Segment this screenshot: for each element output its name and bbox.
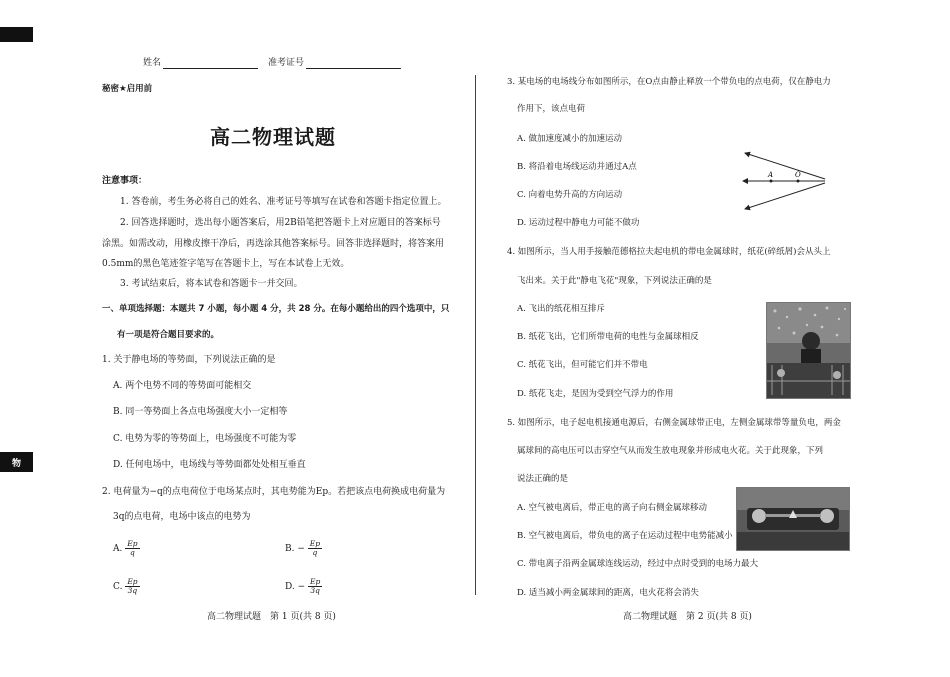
q2-a-label: A.	[113, 544, 123, 554]
name-blank	[163, 59, 258, 69]
q1-option-b: B. 同一等势面上各点电场强度大小一定相等	[113, 407, 288, 417]
q4-option-d: D. 纸花飞走，是因为受到空气浮力的作用	[517, 389, 674, 399]
footer-right: 高二物理试题 第 2 页(共 8 页)	[623, 612, 752, 622]
q5-option-d: D. 适当减小两金属球间的距离，电火花将会消失	[517, 588, 699, 598]
electrostatic-machine-photo	[736, 487, 850, 551]
q2-a-den: q	[129, 548, 135, 557]
q2-option-b	[285, 540, 322, 557]
point-o-dot	[797, 180, 800, 183]
section-heading-line-2: 有一项是符合题目要求的。	[117, 330, 220, 340]
q1-option-d: D. 任何电场中，电场线与等势面都处处相互垂直	[113, 460, 306, 470]
notice-line-2a: 2. 回答选择题时，选出每小题答案后，用2B铅笔把答题卡上对应题目的答案标号	[120, 218, 441, 228]
page-divider	[475, 75, 476, 595]
q1-stem: 1. 关于静电场的等势面，下列说法正确的是	[102, 355, 276, 365]
q3-option-c: C. 向着电势升高的方向运动	[517, 190, 623, 200]
q3-option-b: B. 将沿着电场线运动并通过A点	[517, 162, 637, 172]
q5-stem-2: 属球间的高电压可以击穿空气从而发生放电现象并形成电火花。关于此现象，下列	[517, 446, 824, 456]
subject-side-tab: 物	[0, 452, 33, 472]
q2-d-den: 3q	[310, 586, 320, 595]
q4-option-c: C. 纸花飞出，但可能它们并不带电	[517, 360, 648, 370]
q2-d-label: D. −	[285, 582, 306, 592]
q2-stem-2: 3q的点电荷，电场中该点的电势为	[113, 512, 251, 522]
field-line-lower	[745, 183, 825, 209]
q4-stem-2: 飞出来。关于此"静电飞花"现象，下列说法正确的是	[517, 276, 712, 286]
q2-option-a	[113, 540, 140, 557]
q2-b-fraction	[308, 540, 322, 557]
q2-b-den: q	[312, 548, 318, 557]
point-a-dot	[770, 180, 773, 183]
notice-line-2b: 涂黑。如需改动，用橡皮擦干净后，再选涂其他答案标号。回答非选择题时，将答案用	[102, 239, 445, 249]
q3-option-a: A. 做加速度减小的加速运动	[517, 134, 623, 144]
notice-line-1: 1. 答卷前，考生务必将自己的姓名、准考证号等填写在试卷和答题卡指定位置上。	[120, 197, 447, 207]
q2-c-label: C.	[113, 582, 123, 592]
notice-line-3: 3. 考试结束后，将本试卷和答题卡一并交回。	[120, 279, 303, 289]
q1-option-a: A. 两个电势不同的等势面可能相交	[113, 381, 252, 391]
q4-stem-1: 4. 如图所示，当人用手接触范德格拉夫起电机的带电金属球时，纸花(碎纸屑)会从头上	[507, 247, 831, 257]
exam-id-blank	[306, 59, 401, 69]
q2-a-num: Ep	[127, 539, 138, 548]
q2-a-fraction	[125, 540, 139, 557]
q2-option-c	[113, 578, 140, 595]
q2-option-d	[285, 578, 322, 595]
q2-b-label: B. −	[285, 544, 305, 554]
q2-c-fraction	[125, 578, 139, 595]
q5-option-a: A. 空气被电离后，带正电的离子向右侧金属球移动	[517, 503, 708, 513]
q2-b-num: Ep	[309, 539, 321, 548]
q1-option-c: C. 电势为零的等势面上，电场强度不可能为零	[113, 434, 297, 444]
q5-option-b: B. 空气被电离后，带负电的离子在运动过程中电势能减小	[517, 531, 733, 541]
q2-stem-1: 2. 电荷量为−q的点电荷位于电场某点时，其电势能为Ep。若把该点电荷换成电荷量为	[102, 487, 446, 497]
page-title: 高二物理试题	[210, 125, 336, 149]
point-o-label: O	[795, 171, 801, 179]
field-line-upper	[745, 153, 825, 179]
q4-option-a: A. 飞出的纸花相互排斥	[517, 304, 606, 314]
q4-option-b: B. 纸花飞出，它们所带电荷的电性与金属球相反	[517, 332, 699, 342]
van-de-graaff-photo	[766, 302, 851, 399]
q3-option-d: D. 运动过程中静电力可能不做功	[517, 218, 640, 228]
exam-id-field	[268, 58, 401, 69]
q2-c-den: 3q	[127, 586, 138, 595]
q2-d-num: Ep	[310, 577, 321, 586]
edge-marker	[0, 27, 33, 42]
name-label: 姓名	[143, 58, 162, 68]
q3-stem-2: 作用下，该点电荷	[517, 104, 586, 114]
secret-mark: 秘密★启用前	[102, 84, 153, 94]
exam-id-label: 准考证号	[268, 58, 305, 68]
section-heading-line-1: 一、单项选择题：本题共 7 小题，每小题 4 分，共 28 分。在每小题给出的四个选项中，只	[102, 304, 450, 314]
q2-d-fraction	[308, 578, 322, 595]
q2-c-num: Ep	[127, 577, 138, 586]
field-line-figure	[735, 148, 835, 214]
q5-option-c: C. 带电离子沿两金属球连线运动，经过中点时受到的电场力最大	[517, 559, 759, 569]
notice-heading: 注意事项：	[102, 176, 148, 186]
point-a-label: A	[768, 171, 774, 179]
name-field	[143, 58, 258, 69]
q5-stem-3: 说法正确的是	[517, 474, 569, 484]
q5-stem-1: 5. 如图所示，电子起电机接通电源后，右侧金属球带正电，左侧金属球带等量负电，两金	[507, 418, 841, 428]
footer-left: 高二物理试题 第 1 页(共 8 页)	[207, 612, 336, 622]
q3-stem-1: 3. 某电场的电场线分布如图所示，在O点由静止释放一个带负电的点电荷，仅在静电力	[507, 77, 831, 87]
notice-line-2c: 0.5mm的黑色笔迹签字笔写在答题卡上，写在本试卷上无效。	[102, 259, 350, 269]
